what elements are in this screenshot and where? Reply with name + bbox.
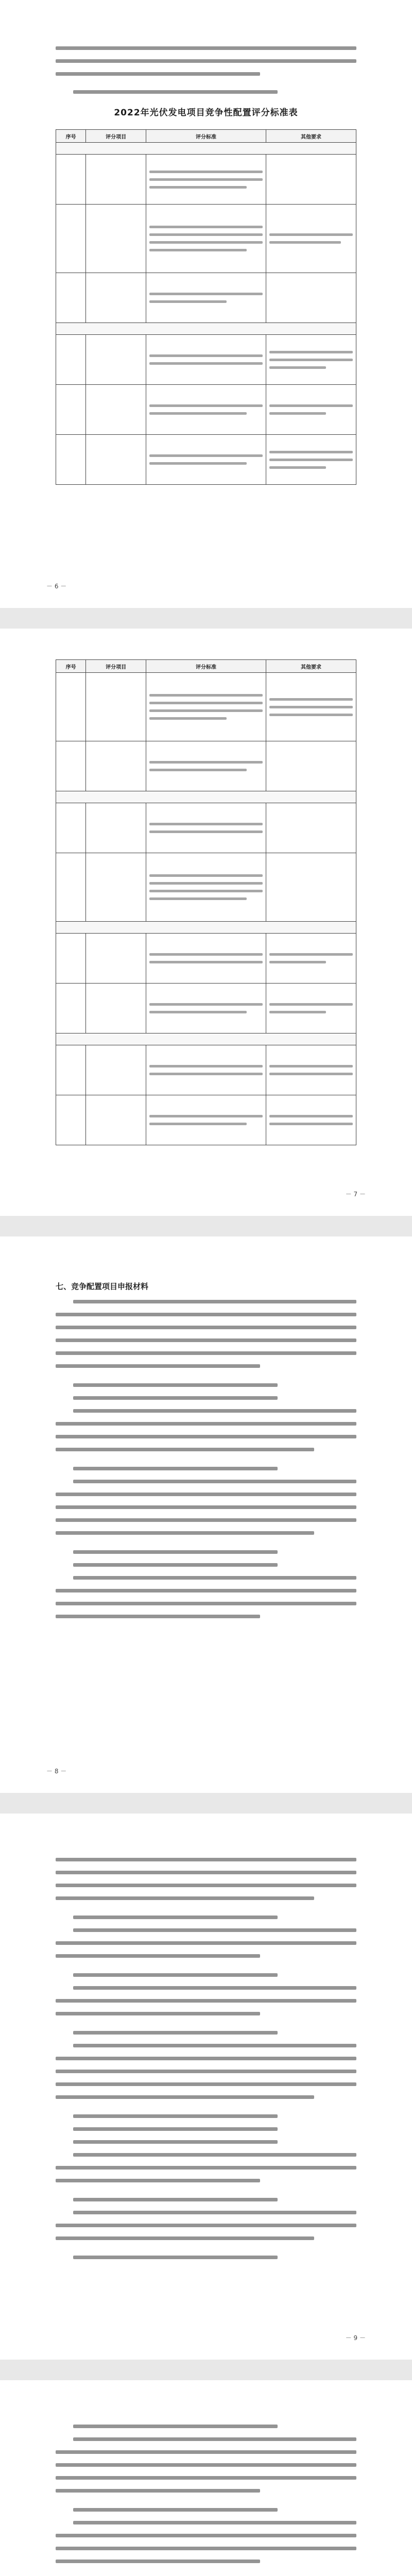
body-text-block bbox=[56, 1916, 356, 1958]
body-text-block bbox=[56, 2256, 356, 2259]
table-group-row bbox=[56, 143, 356, 155]
table-row bbox=[56, 205, 356, 273]
table-row bbox=[56, 435, 356, 485]
column-header-index: 序号 bbox=[56, 130, 86, 143]
table-group-row bbox=[56, 323, 356, 335]
document-page-2 bbox=[0, 629, 412, 1216]
column-header-criteria: 评分标准 bbox=[146, 660, 266, 673]
page-number: － 9 － bbox=[345, 2334, 366, 2342]
page-number: － 7 － bbox=[345, 1191, 366, 1198]
page-number: － 8 － bbox=[46, 1768, 67, 1775]
table-row bbox=[56, 273, 356, 323]
body-text-block bbox=[56, 2198, 356, 2240]
column-header-item: 评分项目 bbox=[86, 130, 146, 143]
page-title: 2022年光伏发电项目竞争性配置评分标准表 bbox=[114, 108, 298, 118]
table-group-row bbox=[56, 791, 356, 803]
body-text-block bbox=[56, 1973, 356, 2015]
table-row bbox=[56, 1045, 356, 1095]
table-row bbox=[56, 385, 356, 435]
body-text-block bbox=[56, 1814, 356, 1900]
document-page-4 bbox=[0, 1814, 412, 2360]
table-row bbox=[56, 155, 356, 205]
table-row bbox=[56, 673, 356, 741]
column-header-criteria: 评分标准 bbox=[146, 130, 266, 143]
column-header-item: 评分项目 bbox=[86, 660, 146, 673]
body-text-block bbox=[56, 90, 356, 94]
body-text-block bbox=[56, 1550, 356, 1618]
table-row bbox=[56, 803, 356, 853]
table-row bbox=[56, 984, 356, 1033]
body-text-block bbox=[56, 2031, 356, 2099]
document-page-1 bbox=[0, 0, 412, 608]
table-row bbox=[56, 853, 356, 922]
table-group-row bbox=[56, 922, 356, 934]
score-table bbox=[56, 129, 356, 485]
body-text-block bbox=[56, 0, 356, 76]
body-text-block bbox=[56, 1383, 356, 1451]
body-text-block bbox=[56, 2114, 356, 2182]
document-page-5 bbox=[0, 2380, 412, 2576]
page-number: － 6 － bbox=[46, 583, 67, 590]
section-heading: 七、竞争配置项目申报材料 bbox=[56, 1282, 149, 1291]
column-header-other: 其他要求 bbox=[266, 130, 356, 143]
body-text-block bbox=[56, 2380, 356, 2493]
body-text-block bbox=[56, 2508, 356, 2563]
column-header-other: 其他要求 bbox=[266, 660, 356, 673]
table-header-row bbox=[56, 130, 356, 143]
table-row bbox=[56, 741, 356, 791]
document-page-3 bbox=[0, 1236, 412, 1793]
body-text-block bbox=[56, 1467, 356, 1535]
table-header-row bbox=[56, 660, 356, 673]
table-row bbox=[56, 335, 356, 385]
column-header-index: 序号 bbox=[56, 660, 86, 673]
body-text-block bbox=[56, 1300, 356, 1368]
score-table-continued bbox=[56, 659, 356, 1145]
table-row bbox=[56, 1095, 356, 1145]
table-row bbox=[56, 934, 356, 984]
table-group-row bbox=[56, 1033, 356, 1045]
